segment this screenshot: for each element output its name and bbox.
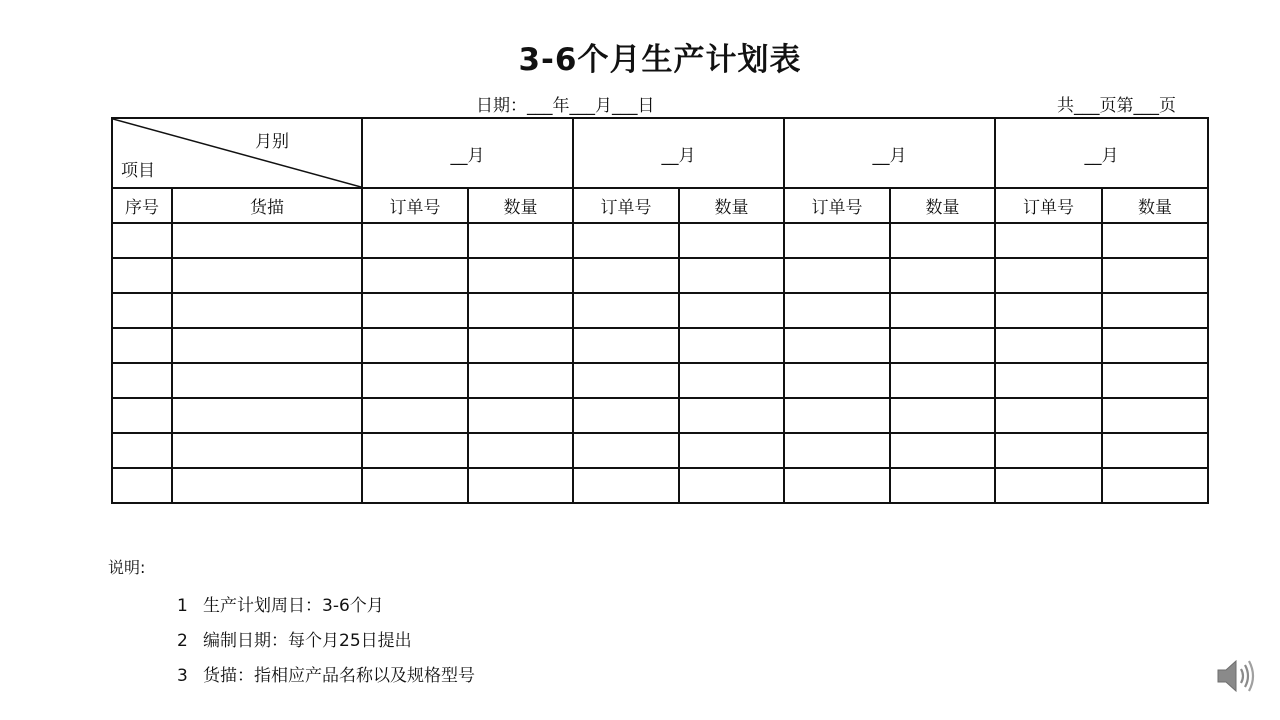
table-row — [112, 223, 1208, 258]
table-cell — [679, 223, 784, 258]
table-cell — [468, 223, 573, 258]
table-cell — [172, 468, 362, 503]
table-cell — [1102, 433, 1208, 468]
note-text: 生产计划周日：3-6个月 — [203, 596, 384, 616]
table-cell — [172, 258, 362, 293]
table-cell — [995, 468, 1102, 503]
notes-label: 说明: — [108, 558, 146, 577]
table-cell — [362, 363, 468, 398]
table-cell — [679, 433, 784, 468]
table-cell — [784, 223, 890, 258]
table-cell — [573, 328, 679, 363]
table-cell — [1102, 468, 1208, 503]
quantity-header: 数量 — [890, 188, 995, 223]
table-cell — [1102, 363, 1208, 398]
note-number: 1 — [177, 596, 188, 616]
table-cell — [995, 363, 1102, 398]
month-header: __月 — [995, 118, 1208, 188]
table-cell — [468, 433, 573, 468]
table-cell — [573, 223, 679, 258]
table-cell — [362, 433, 468, 468]
table-cell — [784, 468, 890, 503]
table-cell — [468, 293, 573, 328]
table-cell — [1102, 328, 1208, 363]
table-cell — [112, 398, 172, 433]
order-no-header: 订单号 — [784, 188, 890, 223]
table-row — [112, 328, 1208, 363]
table-cell — [112, 363, 172, 398]
table-cell — [573, 363, 679, 398]
seq-header: 序号 — [112, 188, 172, 223]
month-header: __月 — [573, 118, 784, 188]
table-cell — [890, 433, 995, 468]
quantity-header: 数量 — [679, 188, 784, 223]
table-cell — [362, 468, 468, 503]
table-row — [112, 363, 1208, 398]
table-cell — [890, 223, 995, 258]
table-cell — [573, 293, 679, 328]
quantity-header: 数量 — [1102, 188, 1208, 223]
note-number: 3 — [177, 666, 188, 686]
table-cell — [784, 363, 890, 398]
note-item — [177, 624, 475, 659]
order-no-header: 订单号 — [573, 188, 679, 223]
notes-list — [177, 589, 475, 694]
table-cell — [112, 293, 172, 328]
table-body — [112, 223, 1208, 503]
table-cell — [362, 398, 468, 433]
note-text: 货描：指相应产品名称以及规格型号 — [203, 666, 475, 686]
note-item — [177, 589, 475, 624]
speaker-icon[interactable] — [1214, 654, 1258, 698]
table-cell — [362, 293, 468, 328]
table-row — [112, 468, 1208, 503]
table-cell — [468, 363, 573, 398]
table-cell — [172, 293, 362, 328]
order-no-header: 订单号 — [362, 188, 468, 223]
table-cell — [784, 433, 890, 468]
table-cell — [1102, 398, 1208, 433]
table-cell — [890, 258, 995, 293]
corner-header-cell — [112, 118, 362, 188]
table-cell — [1102, 258, 1208, 293]
table-cell — [112, 468, 172, 503]
table-cell — [890, 363, 995, 398]
table-cell — [784, 258, 890, 293]
table-cell — [112, 258, 172, 293]
corner-item-label: 项目 — [121, 161, 155, 181]
table-cell — [468, 328, 573, 363]
table-cell — [573, 433, 679, 468]
table-cell — [679, 293, 784, 328]
table-cell — [784, 293, 890, 328]
table-cell — [573, 398, 679, 433]
month-header: __月 — [784, 118, 995, 188]
note-item — [177, 659, 475, 694]
table-row — [112, 398, 1208, 433]
table-cell — [890, 398, 995, 433]
table-row — [112, 433, 1208, 468]
table-cell — [112, 223, 172, 258]
table-row — [112, 293, 1208, 328]
table-cell — [679, 258, 784, 293]
table-cell — [468, 468, 573, 503]
plan-table — [111, 117, 1209, 504]
table-cell — [995, 328, 1102, 363]
table-cell — [995, 433, 1102, 468]
table-cell — [995, 223, 1102, 258]
table-cell — [995, 258, 1102, 293]
table-cell — [890, 293, 995, 328]
note-text: 编制日期：每个月25日提出 — [203, 631, 412, 651]
order-no-header: 订单号 — [995, 188, 1102, 223]
table-cell — [573, 468, 679, 503]
table-row — [112, 258, 1208, 293]
table-cell — [362, 223, 468, 258]
table-cell — [172, 433, 362, 468]
table-cell — [890, 468, 995, 503]
table-cell — [468, 398, 573, 433]
table-cell — [172, 398, 362, 433]
table-cell — [784, 328, 890, 363]
table-cell — [468, 258, 573, 293]
table-cell — [172, 363, 362, 398]
corner-month-label: 月别 — [255, 132, 289, 152]
page-count-line: 共___页第___页 — [1057, 96, 1176, 116]
table-cell — [784, 398, 890, 433]
table-cell — [679, 363, 784, 398]
table-cell — [112, 328, 172, 363]
table-cell — [679, 468, 784, 503]
date-line: 日期：___年___月___日 — [476, 96, 655, 116]
table-cell — [995, 398, 1102, 433]
table-cell — [112, 433, 172, 468]
quantity-header: 数量 — [468, 188, 573, 223]
table-cell — [362, 258, 468, 293]
table-cell — [362, 328, 468, 363]
page-title: 3-6个月生产计划表 — [518, 42, 802, 78]
table-cell — [1102, 223, 1208, 258]
table-cell — [573, 258, 679, 293]
table-cell — [679, 328, 784, 363]
table-cell — [1102, 293, 1208, 328]
table-cell — [890, 328, 995, 363]
table-cell — [172, 223, 362, 258]
table-cell — [172, 328, 362, 363]
note-number: 2 — [177, 631, 188, 651]
goods-header: 货描 — [172, 188, 362, 223]
table-cell — [679, 398, 784, 433]
month-header: __月 — [362, 118, 573, 188]
table-cell — [995, 293, 1102, 328]
